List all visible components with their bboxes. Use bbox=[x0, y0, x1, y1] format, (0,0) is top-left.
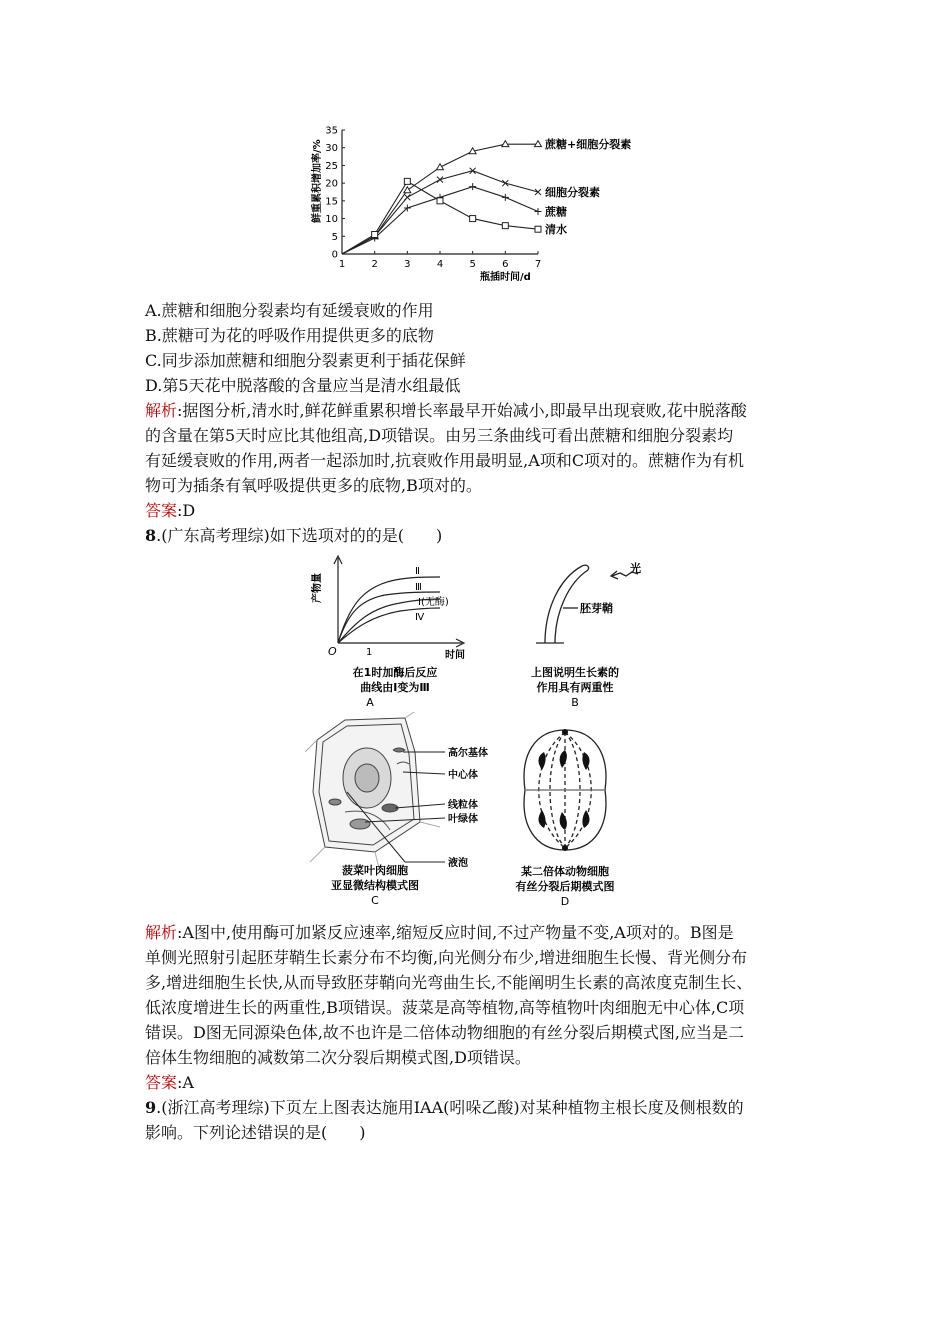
figb-caption-1: 上图说明生长素的 bbox=[531, 666, 619, 679]
figa-caption-2: 曲线由Ⅰ变为Ⅲ bbox=[360, 681, 430, 694]
q7-data-point bbox=[437, 164, 444, 170]
figc-cell-drawing bbox=[305, 712, 440, 872]
figc-label-golgi: 高尔基体 bbox=[448, 748, 488, 759]
q8-stem-text: .(广东高考理综)如下选项对的的是( ) bbox=[156, 526, 443, 545]
q7-analysis-line-1 bbox=[145, 400, 747, 422]
figa-ylabel: 产物量 bbox=[312, 573, 323, 603]
q7-data-point bbox=[372, 232, 378, 238]
q8-figure-d bbox=[490, 720, 650, 910]
q7-data-point bbox=[404, 187, 411, 193]
q7-x-axis-label: 瓶插时间/d bbox=[480, 272, 531, 283]
figc-label-vacuole: 液泡 bbox=[448, 858, 468, 869]
figc-letter: C bbox=[371, 894, 379, 907]
figb-coleoptile-tip bbox=[582, 565, 589, 570]
q7-y-tick-label: 10 bbox=[325, 214, 338, 226]
figb-light-label: 光 bbox=[630, 562, 641, 575]
q7-x-tick-label: 2 bbox=[371, 259, 378, 270]
q9-stem-text-1: .(浙江高考理综)下页左上图表达施用IAA(吲哚乙酸)对某种植物主根长度及侧根数的 bbox=[156, 1098, 744, 1117]
figd-letter: D bbox=[560, 895, 570, 908]
figb-caption-2: 作用具有两重性 bbox=[536, 681, 614, 694]
figd-dividing-cell bbox=[524, 730, 606, 850]
figb-coleoptile-label: 胚芽鞘 bbox=[580, 602, 613, 615]
figc-caption-1: 菠菜叶肉细胞 bbox=[342, 864, 408, 877]
q7-option-d: D.第5天花中脱落酸的含量应当是清水组最低 bbox=[145, 376, 461, 395]
q7-option-c: C.同步添加蔗糖和细胞分裂素更利于插花保鲜 bbox=[145, 351, 466, 370]
q7-analysis-line-3: 有延缓衰败的作用,两者一起添加时,抗衰败作用最明显,A项和C项对的。蔗糖作为有机 bbox=[145, 451, 745, 470]
figc-caption-2: 亚显微结构模式图 bbox=[331, 879, 419, 892]
q7-y-tick-label: 15 bbox=[325, 196, 338, 208]
figd-caption-2: 有丝分裂后期模式图 bbox=[515, 880, 615, 893]
q7-data-point bbox=[437, 198, 443, 204]
q8-analysis-line-6: 倍体生物细胞的减数第二次分裂后期模式图,D项错误。 bbox=[145, 1048, 531, 1067]
q7-analysis-label: 解析 bbox=[145, 401, 178, 420]
q8-number: 8 bbox=[145, 526, 157, 545]
q8-figure-a bbox=[310, 548, 480, 713]
q7-series-line bbox=[342, 171, 538, 254]
q7-data-point bbox=[469, 183, 476, 190]
q7-series-label: 蔗糖 bbox=[545, 205, 567, 219]
q7-data-point bbox=[535, 208, 542, 215]
q7-answer bbox=[145, 500, 195, 522]
q8-answer bbox=[145, 1072, 194, 1094]
q7-y-tick-label: 20 bbox=[325, 178, 338, 190]
q7-answer-label: 答案 bbox=[145, 501, 178, 520]
figc-label-centrosome: 中心体 bbox=[448, 770, 478, 781]
q8-analysis-line-5: 错误。D图无同源染色体,故不也许是二倍体动物细胞的有丝分裂后期模式图,应当是二 bbox=[145, 1023, 745, 1042]
q7-data-point bbox=[404, 194, 410, 200]
q8-answer-value: :A bbox=[177, 1073, 194, 1092]
q7-analysis-text-1: :据图分析,清水时,鲜花鲜重累积增长率最早开始减小,即最早出现衰败,花中脱落酸 bbox=[177, 401, 747, 420]
figa-curve-ii bbox=[338, 577, 440, 643]
q7-data-point bbox=[502, 194, 509, 201]
figa-letter: A bbox=[366, 696, 374, 709]
q7-x-tick-label: 3 bbox=[404, 259, 411, 270]
q7-y-tick-label: 0 bbox=[331, 249, 338, 261]
q7-series-label: 清水 bbox=[545, 223, 567, 237]
q7-data-point bbox=[502, 223, 508, 229]
q7-x-tick-label: 4 bbox=[436, 259, 444, 270]
q7-y-tick-label: 25 bbox=[325, 160, 338, 172]
q8-answer-label: 答案 bbox=[145, 1073, 178, 1092]
figb-letter: B bbox=[571, 696, 579, 709]
q9-stem-line-2: 影响。下列论述错误的是( ) bbox=[145, 1123, 366, 1142]
q7-data-point bbox=[470, 216, 476, 222]
q9-stem-line-1 bbox=[145, 1097, 744, 1119]
q7-x-tick-label: 1 bbox=[338, 259, 346, 270]
q7-analysis-line-4: 物可为插条有氧呼吸提供更多的底物,B项对的。 bbox=[145, 476, 482, 495]
q7-option-b: B.蔗糖可为花的呼吸作用提供更多的底物 bbox=[145, 326, 434, 345]
figa-label-i: Ⅰ(无酶) bbox=[418, 597, 449, 608]
q8-analysis-line-2: 单侧光照射引起胚芽鞘生长素分布不均衡,向光侧分布少,增进细胞生长慢、背光侧分布 bbox=[145, 948, 748, 967]
q7-data-point bbox=[404, 178, 410, 184]
q7-x-tick-label: 5 bbox=[469, 259, 476, 270]
q8-stem bbox=[145, 525, 442, 547]
figa-origin: O bbox=[328, 645, 337, 658]
q7-series-label: 蔗糖+细胞分裂素 bbox=[545, 138, 632, 152]
q7-x-tick-label: 7 bbox=[534, 259, 542, 270]
q7-series-label: 细胞分裂素 bbox=[545, 186, 600, 199]
q8-analysis-text-1: :A图中,使用酶可加紧反应速率,缩短反应时间,不过产物量不变,A项对的。B图是 bbox=[177, 923, 734, 942]
q8-analysis-line-1 bbox=[145, 922, 734, 944]
figa-tick: 1 bbox=[366, 647, 373, 658]
q7-y-tick-label: 35 bbox=[325, 125, 338, 137]
q8-figure-c bbox=[305, 712, 510, 912]
q7-analysis-line-2: 的含量在第5天时应比其他组高,D项错误。由另三条曲线可看出蔗糖和细胞分裂素均 bbox=[145, 426, 734, 445]
figa-caption-1: 在1时加酶后反应 bbox=[352, 666, 438, 679]
q7-series-line bbox=[342, 181, 538, 254]
figa-label-iv: Ⅳ bbox=[415, 612, 425, 623]
q7-answer-value: :D bbox=[177, 501, 196, 520]
figa-xlabel: 时间 bbox=[445, 650, 465, 661]
figa-label-iii: Ⅲ bbox=[415, 582, 422, 593]
q7-y-tick-label: 30 bbox=[325, 143, 338, 155]
q7-series-labels bbox=[545, 137, 631, 236]
figc-label-chloroplast: 叶绿体 bbox=[448, 814, 478, 825]
q8-analysis-line-3: 多,增进细胞生长快,从而导致胚芽鞘向光弯曲生长,不能阐明生长素的高浓度克制生长、 bbox=[145, 973, 753, 992]
q7-option-a: A.蔗糖和细胞分裂素均有延缓衰败的作用 bbox=[145, 301, 434, 320]
figd-caption-1: 某二倍体动物细胞 bbox=[521, 865, 609, 878]
q8-figure-b bbox=[520, 558, 670, 713]
q8-analysis-label: 解析 bbox=[145, 923, 178, 942]
figa-label-ii: Ⅱ bbox=[415, 566, 420, 577]
q7-line-chart bbox=[300, 118, 660, 288]
figb-coleoptile-left bbox=[545, 566, 582, 643]
q7-series-group bbox=[342, 141, 542, 254]
q7-x-tick-label: 6 bbox=[502, 259, 509, 270]
q9-number: 9 bbox=[145, 1098, 157, 1117]
figc-label-mitochondria: 线粒体 bbox=[448, 800, 478, 811]
q8-analysis-line-4: 低浓度增进生长的两重性,B项错误。菠菜是高等植物,高等植物叶肉细胞无中心体,C项 bbox=[145, 998, 745, 1017]
q7-data-point bbox=[535, 226, 541, 232]
q7-y-tick-label: 5 bbox=[331, 231, 338, 243]
q7-y-axis-label: 鲜重累积增加率/% bbox=[312, 139, 323, 223]
